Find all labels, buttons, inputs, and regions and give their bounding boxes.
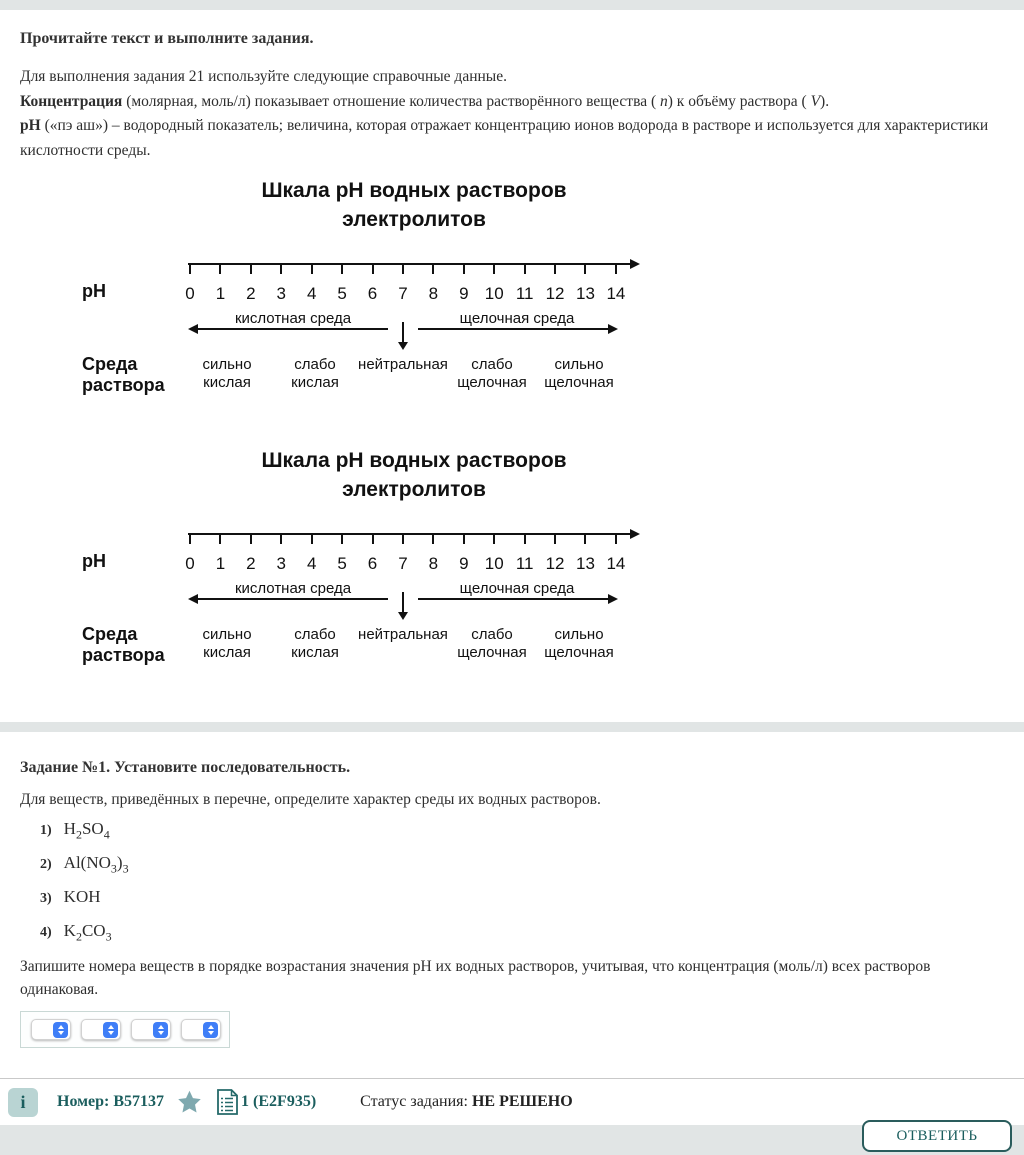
axis-tick: 5 <box>331 535 353 574</box>
alkaline-zone-label: щелочная среда <box>459 310 575 327</box>
medium-zone-label: нейтральная <box>358 626 448 643</box>
reference-text: Для выполнения задания 21 используйте следующие справочные данные. Концентрация (молярная, моль/л) показывает отношение количества растворённого вещества ( n) к объёму раствора ( V). pH («пэ аш») – водородный показатель; величина, которая отражает концентрацию ионов водорода в растворе и используется для характеристики кислотности среды. <box>20 68 989 159</box>
axis-tick: 4 <box>301 265 323 304</box>
chevron-up-icon <box>58 1025 64 1029</box>
alkaline-arrow-icon <box>418 328 608 330</box>
stepper-icon[interactable] <box>53 1022 68 1038</box>
chemical-formula: $K_2CO_3$ <box>63 921 112 944</box>
answer-box <box>20 1011 230 1048</box>
stepper-icon[interactable] <box>203 1022 218 1038</box>
ph-axis <box>185 263 640 303</box>
alkaline-zone-label: щелочная среда <box>459 580 575 597</box>
chevron-down-icon <box>158 1031 164 1035</box>
axis-tick: 11 <box>514 535 536 574</box>
attachment-document-icon[interactable] <box>216 1088 239 1116</box>
list-item <box>40 887 1004 912</box>
medium-zone-label: слабо щелочная <box>457 626 527 661</box>
chevron-down-icon <box>108 1031 114 1035</box>
axis-tick: 6 <box>362 535 384 574</box>
footer-info-row <box>0 1079 1024 1125</box>
acidic-zone-label: кислотная среда <box>234 580 352 597</box>
medium-zone-label: сильно щелочная <box>544 626 614 661</box>
axis-tick: 10 <box>483 265 505 304</box>
chemical-formula: $H_2SO_4$ <box>63 819 110 842</box>
medium-zone-label: сильно кислая <box>202 626 252 661</box>
axis-tick: 14 <box>605 535 627 574</box>
top-bar <box>0 0 1024 10</box>
medium-zone-label: слабо кислая <box>291 356 339 391</box>
medium-zone-label: сильно щелочная <box>544 356 614 391</box>
stepper-icon[interactable] <box>103 1022 118 1038</box>
ph-axis <box>185 533 640 573</box>
axis-tick: 10 <box>483 535 505 574</box>
status-value: НЕ РЕШЕНО <box>471 1093 573 1110</box>
ph-axis-label: pH <box>82 281 106 301</box>
page-instruction: Прочитайте текст и выполните задания. <box>20 30 314 47</box>
stepper-icon[interactable] <box>153 1022 168 1038</box>
task-note: Запишите номера веществ в порядке возрастания значения pH их водных растворов, учитывая, что концентрация (моль/л) всех растворов одинаковая. <box>20 958 931 998</box>
answer-select[interactable] <box>31 1019 71 1040</box>
axis-tick: 9 <box>453 265 475 304</box>
axis-tick: 12 <box>544 265 566 304</box>
acidic-arrow-icon <box>198 598 388 600</box>
axis-tick: 7 <box>392 265 414 304</box>
chevron-down-icon <box>58 1031 64 1035</box>
list-item <box>40 853 1004 878</box>
axis-tick: 13 <box>574 535 596 574</box>
diagram-title: Шкала pH водных растворов электролитов <box>261 449 567 501</box>
ph-scale-diagram-2 <box>80 446 652 671</box>
axis-tick: 1 <box>209 265 231 304</box>
neutral-arrow-icon <box>402 592 404 612</box>
intro-line1: Для выполнения задания 21 используйте следующие справочные данные. <box>20 68 507 85</box>
symbol-v: V <box>810 92 821 110</box>
medium-zones <box>80 356 652 396</box>
axis-tick: 11 <box>514 265 536 304</box>
status-label: Статус задания: <box>360 1093 472 1110</box>
symbol-n: n <box>660 92 668 110</box>
axis-tick: 6 <box>362 265 384 304</box>
alkaline-arrow-icon <box>418 598 608 600</box>
axis-tick: 3 <box>270 535 292 574</box>
attachment-label[interactable]: 1 (E2F935) <box>241 1093 317 1110</box>
medium-zone-label: слабо щелочная <box>457 356 527 391</box>
list-item-number: 3) <box>40 891 52 906</box>
axis-tick: 3 <box>270 265 292 304</box>
section-divider <box>0 722 1024 732</box>
favorite-star-icon[interactable] <box>176 1089 203 1115</box>
chevron-up-icon <box>158 1025 164 1029</box>
list-item <box>40 921 1004 946</box>
axis-tick: 1 <box>209 535 231 574</box>
axis-tick: 2 <box>240 535 262 574</box>
axis-tick: 9 <box>453 535 475 574</box>
list-item-number: 1) <box>40 823 52 838</box>
term-ph: pH <box>20 117 41 134</box>
list-item-number: 2) <box>40 857 52 872</box>
task-prompt: Для веществ, приведённых в перечне, определите характер среды их водных растворов. <box>20 791 601 808</box>
task-status <box>360 1093 573 1111</box>
acidic-arrow-icon <box>198 328 388 330</box>
axis-tick: 14 <box>605 265 627 304</box>
answer-select[interactable] <box>81 1019 121 1040</box>
answer-button[interactable]: ОТВЕТИТЬ <box>862 1120 1012 1152</box>
axis-tick: 8 <box>422 265 444 304</box>
axis-tick: 8 <box>422 535 444 574</box>
axis-tick: 13 <box>574 265 596 304</box>
chevron-up-icon <box>108 1025 114 1029</box>
medium-zone-label: слабо кислая <box>291 626 339 661</box>
list-item-number: 4) <box>40 925 52 940</box>
axis-arrowhead-icon <box>630 259 640 269</box>
chevron-down-icon <box>208 1031 214 1035</box>
axis-arrowhead-icon <box>630 529 640 539</box>
diagram-title: Шкала pH водных растворов электролитов <box>261 179 567 231</box>
substance-list <box>20 819 1004 946</box>
axis-ticks <box>179 535 627 574</box>
medium-zone-label: нейтральная <box>358 356 448 373</box>
task-number: Номер: B57137 <box>57 1093 165 1110</box>
task-heading: Задание №1. Установите последовательность. <box>20 759 351 776</box>
chemical-formula: $Al(NO_3)_3$ <box>63 853 129 876</box>
axis-tick: 5 <box>331 265 353 304</box>
info-icon[interactable]: i <box>8 1088 38 1117</box>
axis-tick: 2 <box>240 265 262 304</box>
axis-tick: 12 <box>544 535 566 574</box>
acidic-zone-label: кислотная среда <box>234 310 352 327</box>
ph-scale-diagram-1 <box>80 176 652 401</box>
ph-axis-label: pH <box>82 551 106 571</box>
axis-tick: 0 <box>179 535 201 574</box>
footer-action-bar <box>0 1125 1024 1155</box>
axis-tick: 0 <box>179 265 201 304</box>
axis-tick: 4 <box>301 535 323 574</box>
solution-medium-label: Среда раствора <box>82 624 165 665</box>
solution-medium-label: Среда раствора <box>82 354 165 395</box>
medium-zones <box>80 626 652 666</box>
chevron-up-icon <box>208 1025 214 1029</box>
answer-select[interactable] <box>181 1019 221 1040</box>
answer-select[interactable] <box>131 1019 171 1040</box>
axis-ticks <box>179 265 627 304</box>
term-concentration: Концентрация <box>20 92 123 110</box>
axis-tick: 7 <box>392 535 414 574</box>
neutral-arrow-icon <box>402 322 404 342</box>
chemical-formula: KOH <box>63 887 101 906</box>
medium-zone-label: сильно кислая <box>202 356 252 391</box>
list-item <box>40 819 1004 844</box>
